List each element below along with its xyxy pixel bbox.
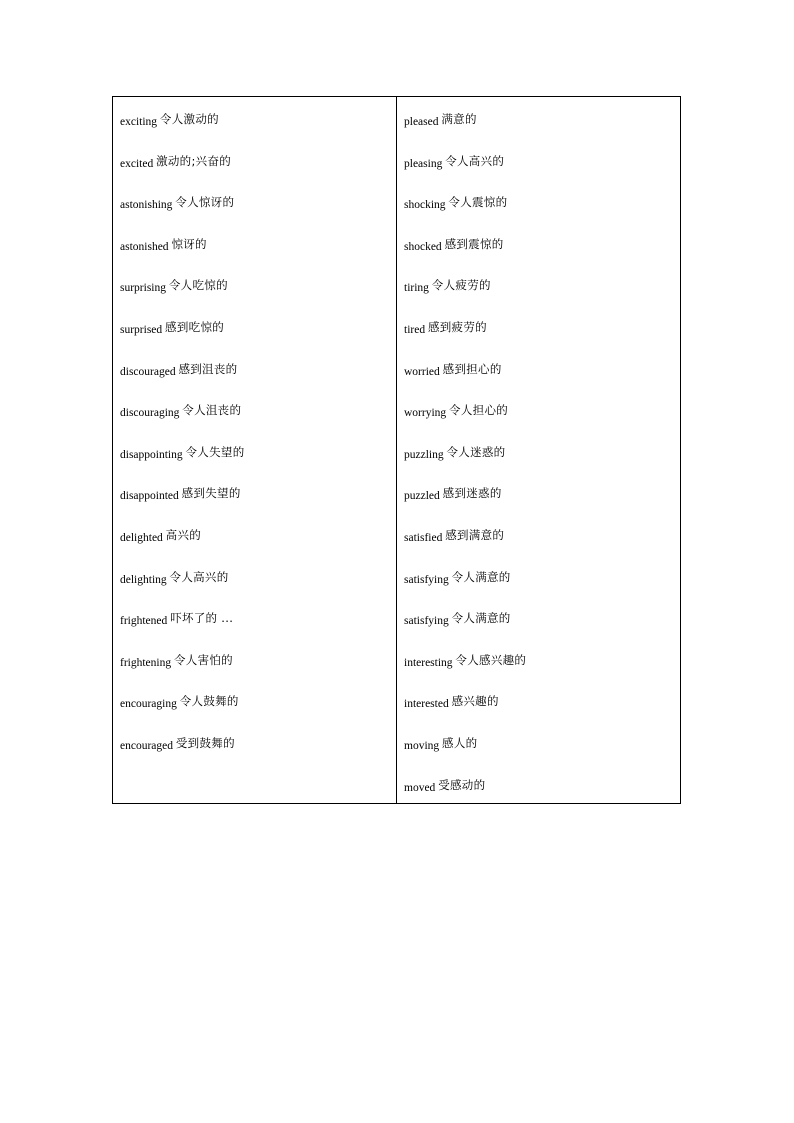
vocab-word: satisfying (404, 573, 449, 586)
vocab-meaning: 令人沮丧的 (182, 403, 242, 418)
vocab-word: encouraged (120, 740, 173, 752)
vocab-word: pleasing (404, 157, 443, 170)
vocab-word: shocked (404, 240, 442, 253)
vocab-entry (404, 400, 508, 420)
vocab-meaning: 令人疲劳的 (431, 278, 491, 293)
vocab-entry (120, 483, 241, 503)
vocab-word: tiring (404, 282, 429, 295)
vocab-entry (120, 733, 235, 753)
vocab-entry (404, 151, 504, 171)
vocab-meaning: 感到吃惊的 (165, 320, 225, 334)
vocab-meaning: 令人高兴的 (169, 569, 229, 584)
vocab-word: frightening (120, 656, 172, 669)
vocab-word: worrying (404, 407, 447, 420)
vocab-entry (120, 275, 228, 295)
vocab-meaning: 感到迷惑的 (442, 486, 502, 501)
vocab-word: puzzling (404, 448, 444, 461)
vocab-entry (120, 317, 224, 337)
vocab-word: moving (404, 740, 440, 752)
vocab-entry (404, 359, 502, 379)
vocab-entry (404, 317, 487, 337)
vocab-word: astonishing (120, 199, 173, 212)
right-column (397, 97, 680, 803)
vocab-entry (120, 691, 239, 711)
vocab-entry (120, 400, 241, 420)
vocab-word: astonished (120, 240, 169, 253)
vocab-entry (404, 691, 499, 711)
vocab-meaning: 令人害怕的 (173, 652, 233, 667)
vocab-meaning: 受感动的 (438, 777, 486, 792)
vocab-entry (404, 275, 491, 295)
vocab-entry (120, 234, 207, 254)
vocab-word: shocking (404, 199, 446, 212)
vocab-word: frightened (120, 615, 168, 628)
vocab-entry (404, 525, 504, 545)
vocab-word: disappointed (120, 490, 179, 503)
vocab-word: satisfying (404, 615, 449, 628)
vocab-entry (120, 442, 245, 462)
vocab-meaning: 惊讶的 (171, 236, 207, 251)
vocab-meaning: 吓坏了的 ... (170, 611, 234, 626)
vocab-meaning: 令人失望的 (185, 444, 245, 459)
vocab-meaning: 令人迷惑的 (446, 444, 506, 459)
vocab-word: delighting (120, 573, 167, 586)
vocab-entry (120, 525, 201, 545)
vocab-entry (120, 650, 233, 670)
vocab-entry (120, 192, 234, 212)
vocab-meaning: 感兴趣的 (451, 694, 499, 709)
vocab-word: satisfied (404, 532, 443, 544)
vocab-entry (120, 109, 219, 129)
vocab-word: interested (404, 698, 449, 711)
vocab-meaning: 激动的;兴奋的 (156, 153, 232, 168)
vocab-entry (404, 567, 511, 587)
vocab-entry (404, 109, 477, 129)
left-column (113, 97, 397, 803)
vocab-meaning: 高兴的 (165, 528, 202, 542)
vocab-word: discouraged (120, 365, 176, 378)
vocab-word: surprised (120, 324, 163, 336)
vocab-word: disappointing (120, 448, 183, 461)
vocab-word: excited (120, 157, 154, 170)
vocab-meaning: 令人感兴趣的 (455, 652, 527, 667)
vocab-entry (404, 234, 504, 254)
vocab-entry (404, 442, 505, 462)
vocab-word: moved (404, 781, 436, 794)
vocab-word: pleased (404, 116, 439, 128)
vocab-meaning: 感到疲劳的 (427, 320, 487, 334)
vocab-meaning: 感到沮丧的 (178, 361, 238, 376)
vocab-entry (404, 608, 511, 628)
vocab-meaning: 令人震惊的 (448, 195, 508, 210)
vocabulary-table (112, 96, 681, 804)
vocab-meaning: 令人高兴的 (445, 153, 505, 168)
vocab-word: puzzled (404, 490, 440, 503)
vocab-meaning: 令人激动的 (159, 112, 219, 126)
vocab-word: tired (404, 324, 426, 336)
vocab-entry (120, 151, 231, 171)
vocab-entry (404, 650, 526, 670)
vocab-word: encouraging (120, 698, 177, 711)
vocab-meaning: 受到鼓舞的 (175, 736, 235, 750)
vocab-meaning: 满意的 (441, 112, 477, 126)
vocab-entry (404, 775, 485, 795)
vocab-meaning: 令人担心的 (449, 403, 509, 418)
vocab-meaning: 感到失望的 (181, 486, 241, 501)
vocab-word: surprising (120, 282, 166, 295)
vocab-word: exciting (120, 116, 158, 128)
vocab-meaning: 令人吃惊的 (168, 278, 228, 293)
vocab-word: delighted (120, 532, 163, 544)
vocab-entry (120, 359, 237, 379)
vocab-meaning: 感到震惊的 (444, 236, 504, 251)
vocab-entry (120, 567, 229, 587)
vocab-entry (404, 733, 477, 753)
vocab-word: discouraging (120, 407, 180, 420)
vocab-entry (404, 483, 502, 503)
vocab-meaning: 令人惊讶的 (175, 195, 235, 210)
vocab-meaning: 感到满意的 (445, 528, 505, 542)
vocab-entry (404, 192, 507, 212)
vocab-meaning: 令人满意的 (451, 611, 511, 626)
vocab-meaning: 感人的 (442, 736, 478, 750)
vocab-meaning: 令人满意的 (451, 569, 511, 584)
vocab-meaning: 感到担心的 (442, 361, 502, 376)
vocab-word: interesting (404, 656, 453, 669)
vocab-meaning: 令人鼓舞的 (179, 694, 239, 709)
vocab-entry (120, 608, 233, 628)
vocab-word: worried (404, 365, 440, 378)
